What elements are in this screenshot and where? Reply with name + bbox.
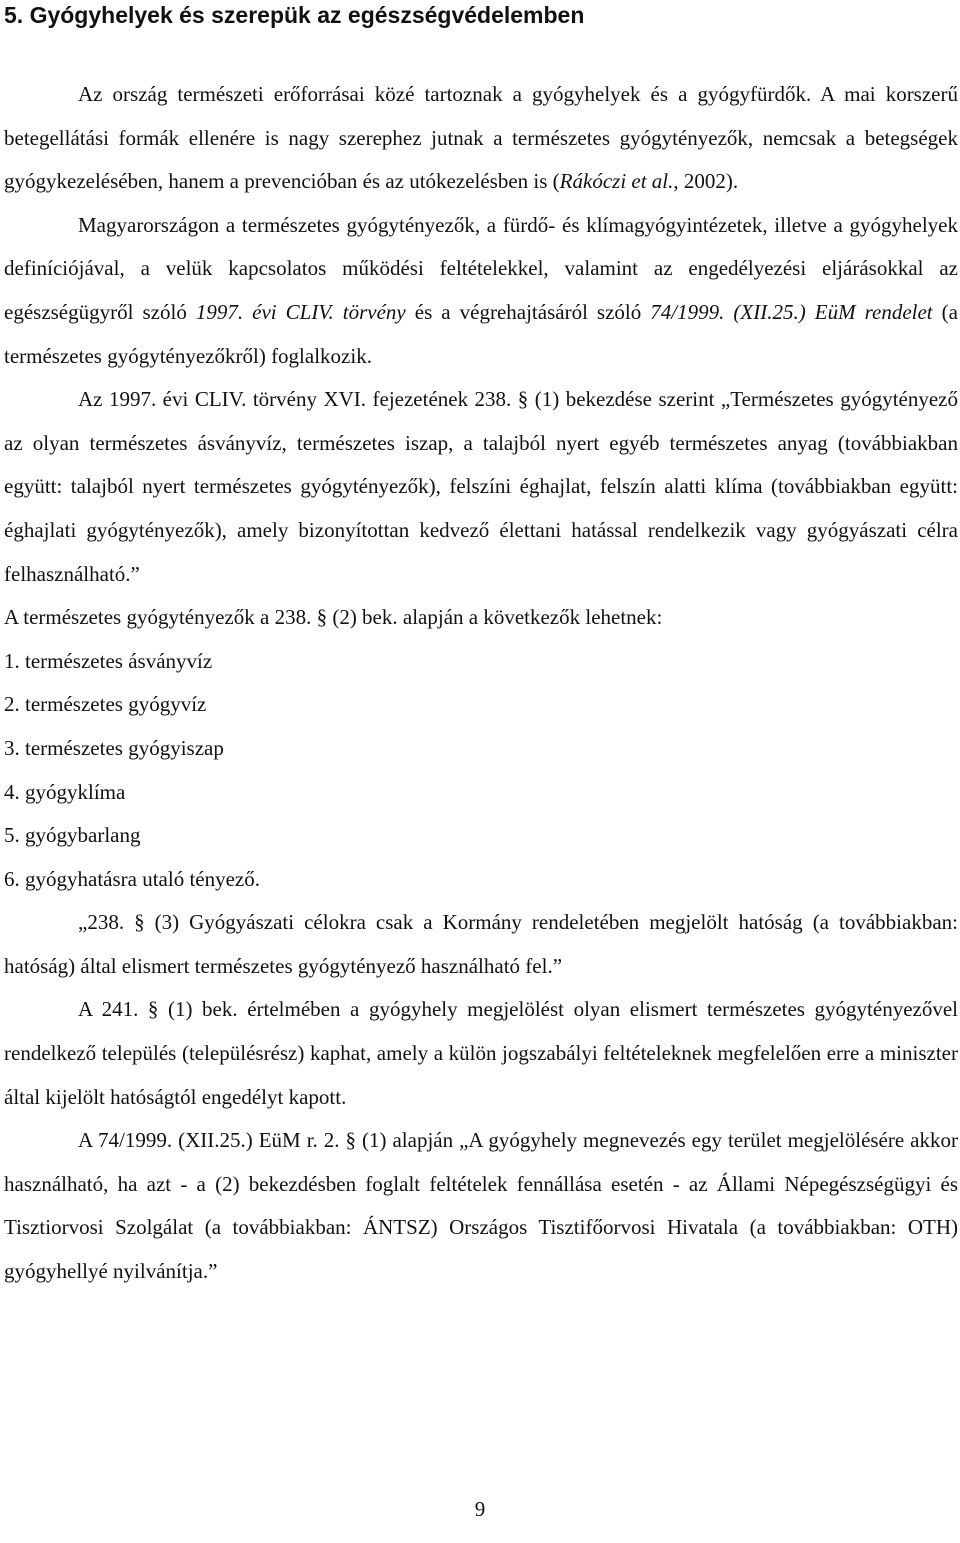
list-item: 6. gyógyhatásra utaló tényező. [4,866,260,891]
citation-italic: Rákóczi et al. [559,169,674,194]
paragraph-legislation-text-a: Magyarországon a természetes gyógytényezők, a fürdő- és klímagyógyintézetek, illetve a gyógyhelyek definíciójával, a velük kapcsolatos működési feltételekkel, valamint az engedélyezési eljárásokkal az egészségügyről szóló [4,212,958,324]
paragraph-designation: A 241. § (1) bek. értelmében a gyógyhely megjelölést olyan elismert természetes gyógytényezővel rendelkező település (településrész) kaphat, amely a külön jogszabályi feltételeknek megfelelően erre a miniszter által kijelölt hatóságtól engedélyt kapott. [4,997,958,1109]
paragraph-legislation-text-b: és a végrehajtásáról szóló [405,299,651,324]
paragraph-intro [4,73,958,204]
paragraph-legislation [4,204,958,378]
paragraph-authority: „238. § (3) Gyógyászati célokra csak a Kormány rendeletében megjelölt hatóság (a továbbiakban: hatóság) által elismert természetes gyógytényező használható fel.” [4,910,958,978]
section-heading: 5. Gyógyhelyek és szerepük az egészségvédelemben [4,2,585,28]
page-number: 9 [474,1497,486,1521]
document-page [4,0,958,1294]
list-item: 1. természetes ásványvíz [4,648,213,673]
paragraph-legislation-text-c: (a természetes gyógytényezőkről) foglalkozik. [4,299,958,368]
paragraph-intro-text: Az ország természeti erőforrásai közé tartoznak a gyógyhelyek és a gyógyfürdők. A mai korszerű betegellátási formák ellenére is nagy szerephez jutnak a természetes gyógytényezők, nemcsak a betegségek gyógykezelésében, hanem a prevencióban és az utókezelésben is ( [4,82,958,194]
list-intro: A természetes gyógytényezők a 238. § (2) bek. alapján a következők lehetnek: [4,605,663,630]
list-item: 3. természetes gyógyiszap [4,735,224,760]
paragraph-decree: A 74/1999. (XII.25.) EüM r. 2. § (1) alapján „A gyógyhely megnevezés egy terület megjelölésére akkor használható, ha azt - a (2) bekezdésben foglalt feltételek fennállása esetén - az Állami Népegészségügyi és Tisztiorvosi Szolgálat (a továbbiakban: ÁNTSZ) Országos Tisztifőorvosi Hivatala (a továbbiakban: OTH) gyógyhellyé nyilvánítja.” [4,1128,958,1284]
paragraph-definition: Az 1997. évi CLIV. törvény XVI. fejezetének 238. § (1) bekezdése szerint „Természetes gyógytényező az olyan természetes ásványvíz, természetes iszap, a talajból nyert egyéb természetes anyag (továbbiakban együtt: talajból nyert természetes gyógytényezők), felszíni éghajlat, felszín alatti klíma (továbbiakban együtt: éghajlati gyógytényezők), amely bizonyítottan kedvező élettani hatással rendelkezik vagy gyógyászati célra felhasználható.” [4,387,958,586]
citation-year: , 2002). [673,169,739,194]
law-reference-italic: 1997. évi CLIV. törvény [195,299,406,324]
list-item: 5. gyógybarlang [4,823,141,848]
list-item: 4. gyógyklíma [4,779,126,804]
decree-reference-italic: 74/1999. (XII.25.) EüM rendelet [650,299,933,324]
list-item: 2. természetes gyógyvíz [4,692,207,717]
